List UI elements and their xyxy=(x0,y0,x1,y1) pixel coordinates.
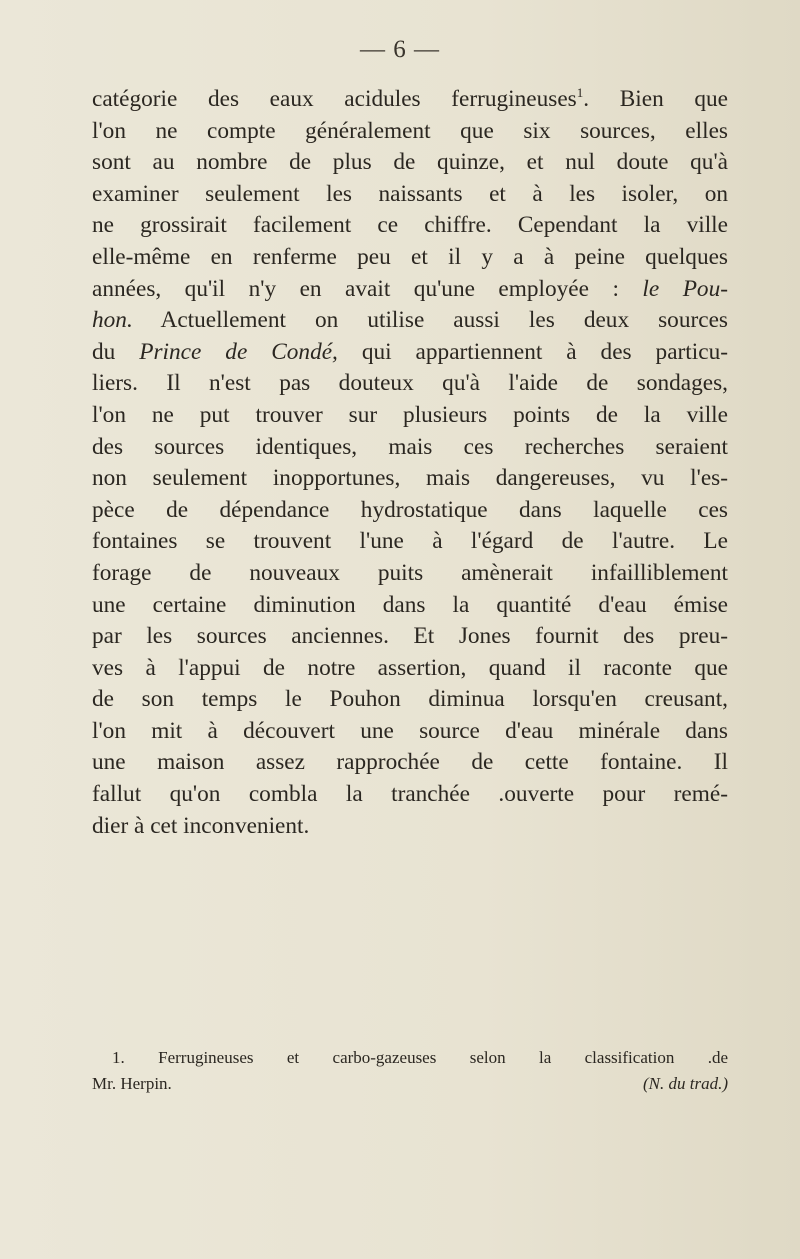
text-line: fallut qu'on combla la tranchée .ouverte pour remé- xyxy=(92,781,728,808)
text-line: l'on ne put trouver sur plusieurs points de la ville xyxy=(92,401,728,428)
text-line: fontaines se trouvent l'une à l'égard de l'autre. Le xyxy=(92,528,728,555)
text-line: examiner seulement les naissants et à les isoler, on xyxy=(92,180,728,207)
text-line: l'on ne compte généralement que six sources, elles xyxy=(92,117,728,144)
text-line: des sources identiques, mais ces recherches seraient xyxy=(92,433,728,460)
translator-note: (N. du trad.) xyxy=(643,1074,728,1093)
text-line: ves à l'appui de notre assertion, quand il raconte que xyxy=(92,654,728,681)
footnote-text xyxy=(92,1071,728,1097)
text-line: de son temps le Pouhon diminua lorsqu'en creusant, xyxy=(92,686,728,713)
text-line: hon. Actuellement on utilise aussi les deux sources xyxy=(92,307,728,334)
text-line: liers. Il n'est pas douteux qu'à l'aide de sondages, xyxy=(92,370,728,397)
page-number: — 6 — xyxy=(360,36,440,63)
text-line: non seulement inopportunes, mais dangereuses, vu l'es- xyxy=(92,465,728,492)
italic-name: Prince de Condé, xyxy=(139,338,338,365)
footnote-attribution: Mr. Herpin. xyxy=(92,1074,172,1093)
text-line: sont au nombre de plus de quinze, et nul doute qu'à xyxy=(92,149,728,176)
text-line: années, qu'il n'y en avait qu'une employée : le Pou- xyxy=(92,275,728,302)
text-line: l'on mit à découvert une source d'eau minérale dans xyxy=(92,717,728,744)
text-line: dier à cet inconvenient. xyxy=(92,812,310,839)
text-line: forage de nouveaux puits amènerait infailliblement xyxy=(92,559,728,586)
text-line: ne grossirait facilement ce chiffre. Cependant la ville xyxy=(92,212,728,239)
italic-name: hon. xyxy=(92,307,133,334)
text-line: du Prince de Condé, qui appartiennent à des particu- xyxy=(92,338,728,365)
body-text xyxy=(92,84,728,842)
footnote-reference: 1 xyxy=(576,85,584,101)
text-line: par les sources anciennes. Et Jones fournit des preu- xyxy=(92,623,728,650)
italic-name: le Pou- xyxy=(642,275,728,302)
text-line: elle-même en renferme peu et il y a à peine quelques xyxy=(92,243,728,270)
text-line: pèce de dépendance hydrostatique dans laquelle ces xyxy=(92,496,728,523)
text-line: catégorie des eaux acidules ferrugineuses$^1$. Bien que xyxy=(92,85,728,112)
text-line: une maison assez rapprochée de cette fontaine. Il xyxy=(92,749,728,776)
text-line: une certaine diminution dans la quantité d'eau émise xyxy=(92,591,728,618)
footnote xyxy=(92,1045,728,1097)
footnote-text: 1. Ferrugineuses et carbo-gazeuses selon la classification .de xyxy=(112,1048,728,1067)
